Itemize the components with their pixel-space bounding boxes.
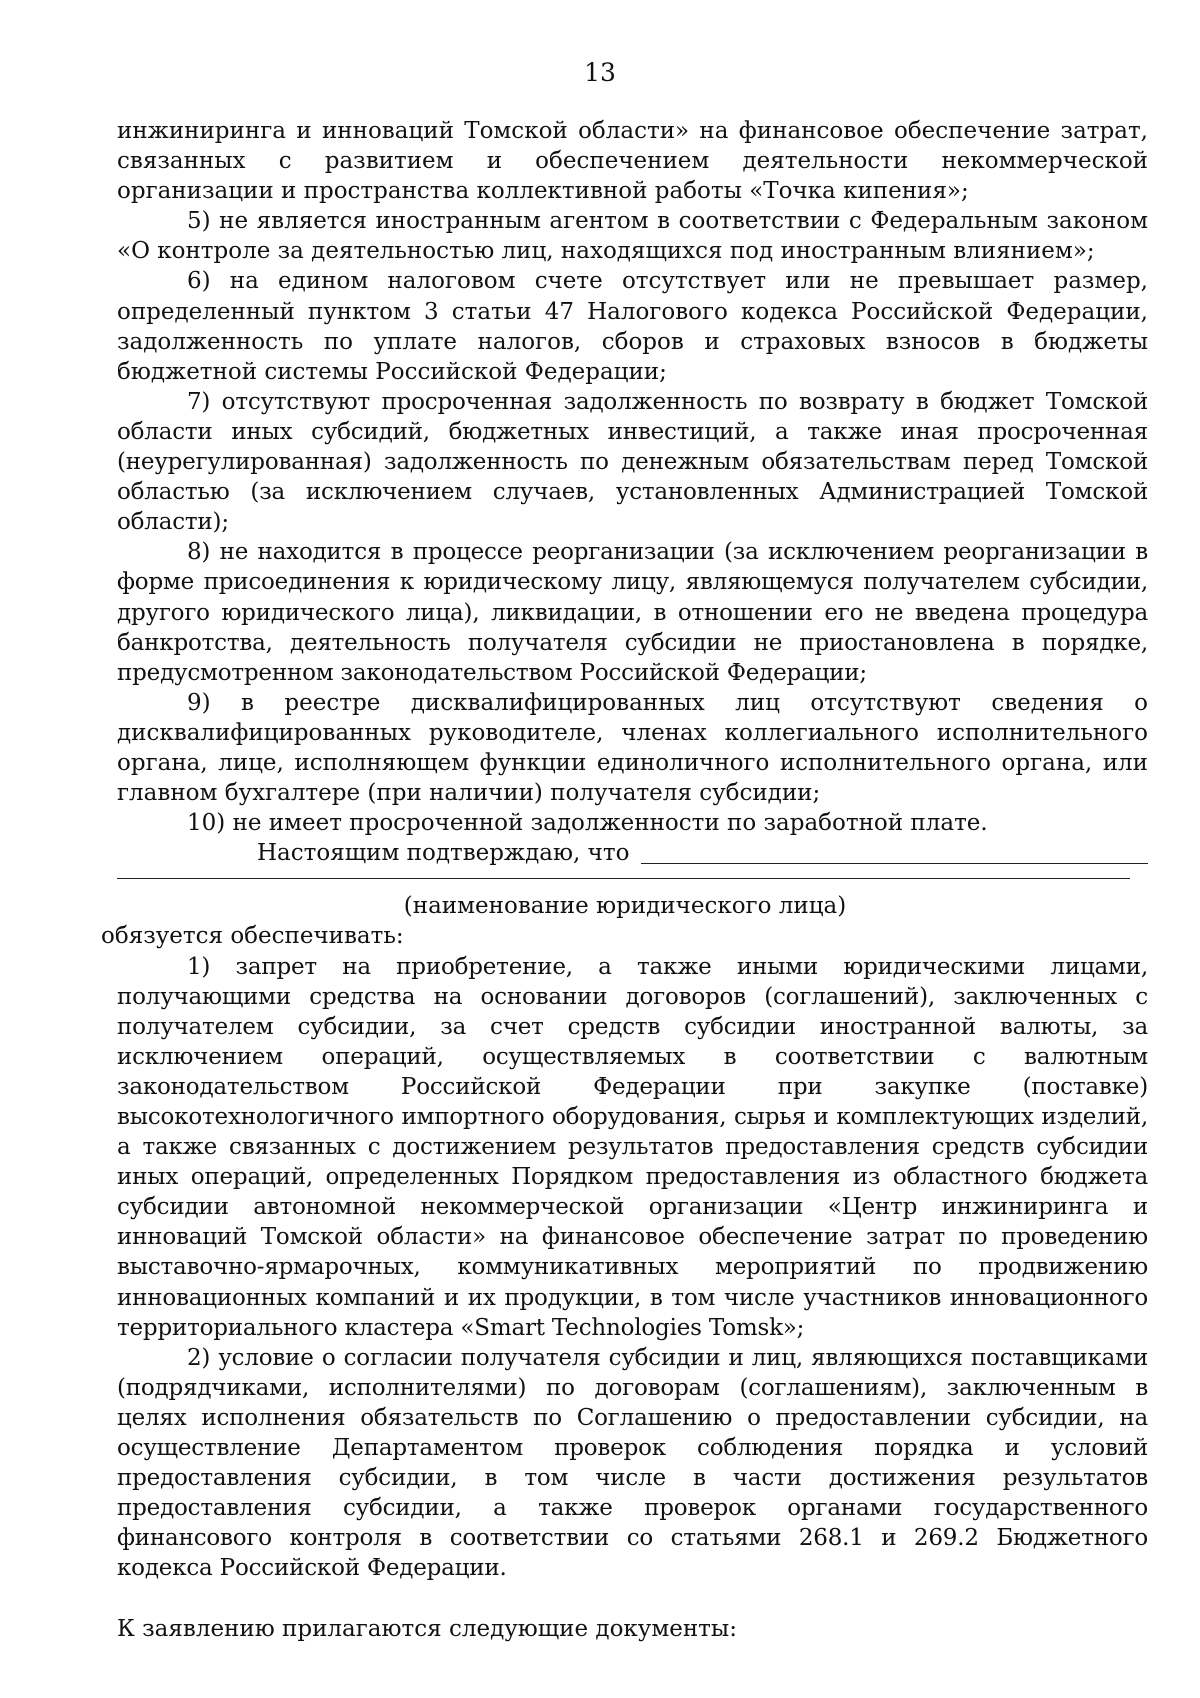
spacer <box>117 1584 1148 1614</box>
paragraph-item-10: 10) не имеет просроченной задолженности по заработной плате. <box>187 810 988 837</box>
paragraph-item-9: 9) в реестре дисквалифицированных лиц отсутствуют сведения о дисквалифицированных руководителе, членах коллегиального исполнительного органа, лице, исполняющем функции единоличного исполнительного органа, или главном бухгалтере (при наличии) получателя субсидии; <box>117 689 1148 807</box>
paragraph-item-7: 7) отсутствуют просроченная задолженность по возврату в бюджет Томской области иных субсидий, бюджетных инвестиций, а также иная просроченная (неурегулированная) задолженность по денежным обязательствам перед Томской областью (за исключением случаев, установленных Администрацией Томской области); <box>117 388 1148 536</box>
organization-name-field-line[interactable] <box>117 868 1130 879</box>
confirm-text: Настоящим подтверждаю, что <box>257 840 630 867</box>
organization-name-field[interactable] <box>641 841 1148 864</box>
paragraph-item-5: 5) не является иностранным агентом в соответствии с Федеральным законом «О контроле за деятельностью лиц, находящихся под иностранным влиянием»; <box>117 208 1148 265</box>
obliges-text: обязуется обеспечивать: <box>101 923 404 950</box>
field-caption: (наименование юридического лица) <box>403 893 847 920</box>
paragraph-obligation-2: 2) условие о согласии получателя субсидии и лиц, являющихся поставщиками (подрядчиками, исполнителями) по договорам (соглашениям), заключенным в целях исполнения обязательств по Соглашению о предоставлении субсидии, на осуществление Департаментом проверок соблюдения порядка и условий предоставления субсидии, в том числе в части достижения результатов предоставления субсидии, а также проверок органами государственного финансового контроля в соответствии со статьями 268.1 и 269.2 Бюджетного кодекса Российской Федерации. <box>117 1344 1148 1582</box>
confirm-row <box>117 838 1148 868</box>
document-body <box>101 116 1148 1644</box>
paragraph-continuation: инжиниринга и инноваций Томской области» на финансовое обеспечение затрат, связанных с развитием и обеспечением деятельности некоммерческой организации и пространства коллективной работы «Точка кипения»; <box>117 118 1148 205</box>
attachments-heading: К заявлению прилагаются следующие документы: <box>117 1615 737 1642</box>
paragraph-item-6: 6) на едином налоговом счете отсутствует или не превышает размер, определенный пунктом 3 статьи 47 Налогового кодекса Российской Федерации, задолженность по уплате налогов, сборов и страховых взносов в бюджеты бюджетной системы Российской Федерации; <box>117 268 1148 385</box>
paragraph-obligation-1: 1) запрет на приобретение, а также иными юридическими лицами, получающими средства на основании договоров (соглашений), заключенных с получателем субсидии, за счет средств субсидии иностранной валюты, за исключением операций, осуществляемых в соответствии с валютным законодательством Российской Федерации при закупке (поставке) высокотехнологичного импортного оборудования, сырья и комплектующих изделий, а также связанных с достижением результатов предоставления средств субсидии иных операций, определенных Порядком предоставления из областного бюджета субсидии автономной некоммерческой организации «Центр инжиниринга и инноваций Томской области» на финансовое обеспечение затрат по проведению выставочно-ярмарочных, коммуникативных мероприятий по продвижению инновационных компаний и их продукции, в том числе участников инновационного территориального кластера «Smart Technologies Tomsk»; <box>117 953 1148 1341</box>
paragraph-item-8: 8) не находится в процессе реорганизации (за исключением реорганизации в форме присоединения к юридическому лицу, являющемуся получателем субсидии, другого юридического лица), ликвидации, в отношении его не введена процедура банкротства, деятельность получателя субсидии не приостановлена в порядке, предусмотренном законодательством Российской Федерации; <box>117 539 1148 686</box>
page-number: 13 <box>584 58 616 87</box>
